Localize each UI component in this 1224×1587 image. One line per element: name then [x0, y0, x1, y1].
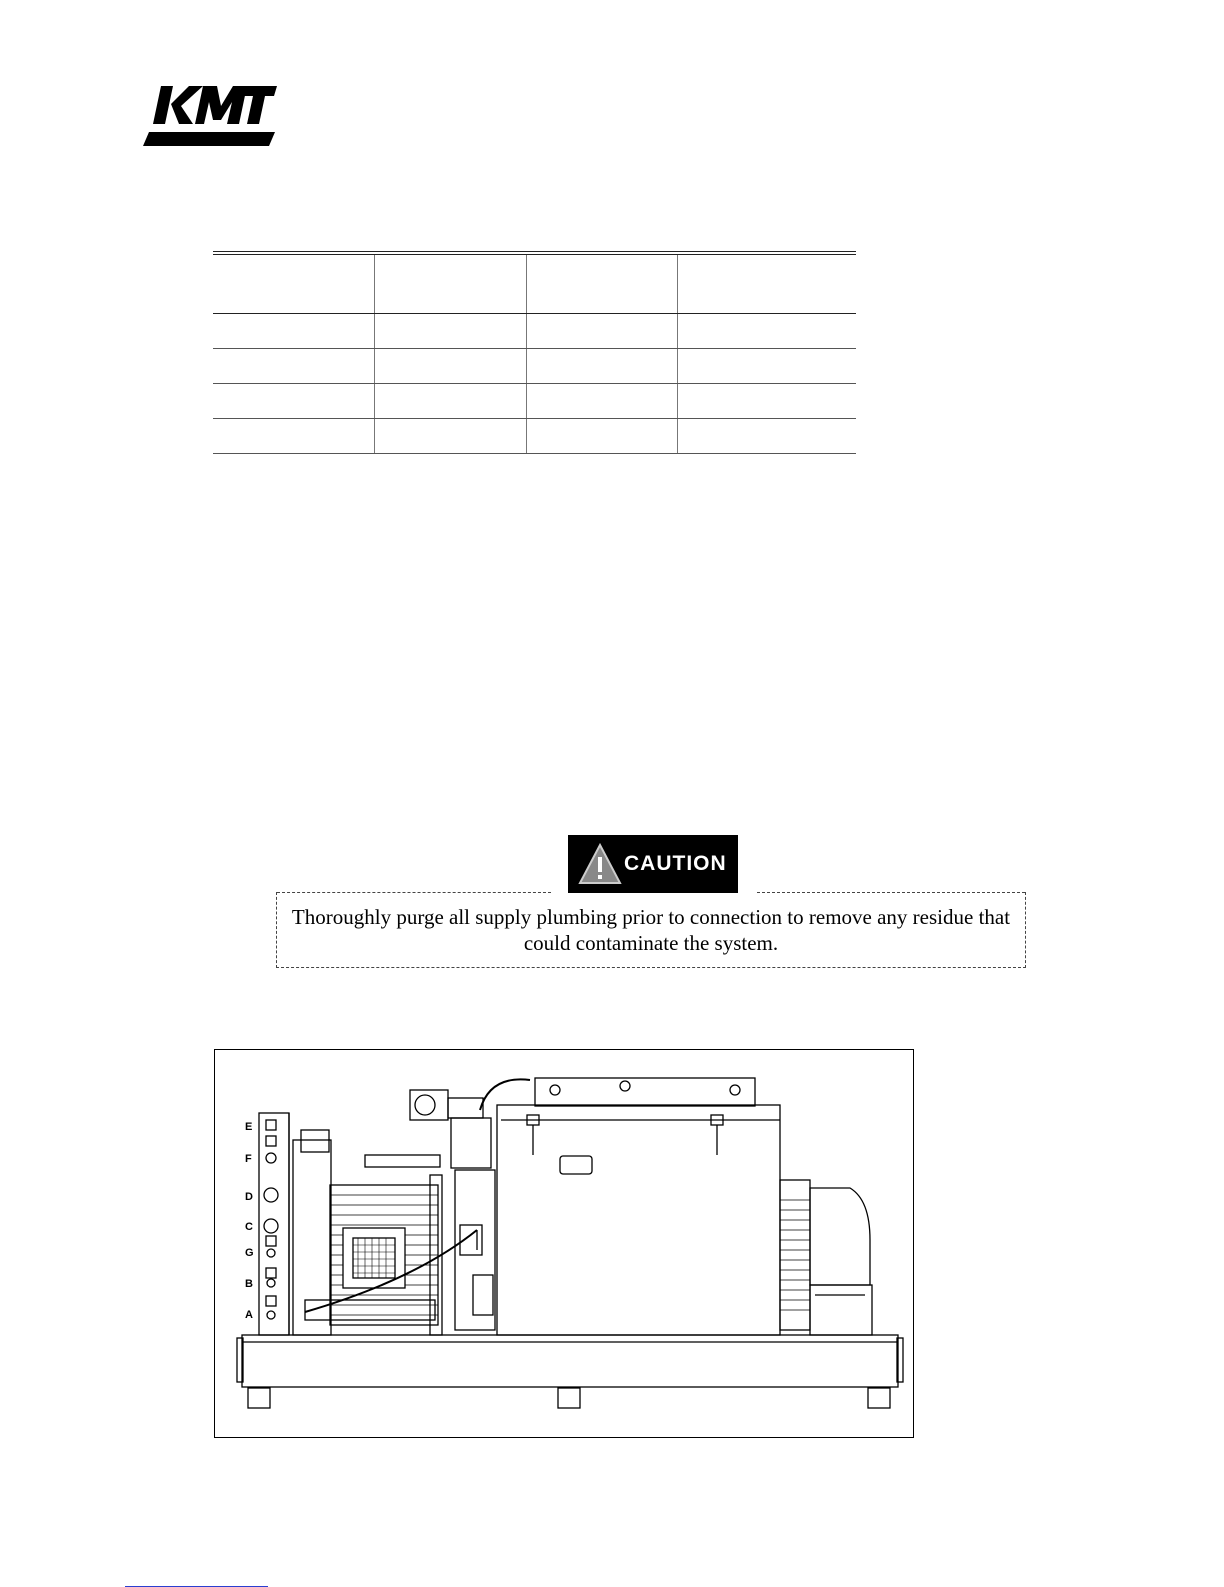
- port-label-a: A: [245, 1309, 253, 1321]
- nameplate: [560, 1156, 592, 1174]
- equipment-drawing: [215, 1050, 915, 1439]
- base-frame: [242, 1335, 898, 1387]
- table-row: [213, 419, 856, 454]
- motor: [780, 1180, 810, 1330]
- foot: [558, 1388, 580, 1408]
- table-header-row: [213, 255, 856, 314]
- spec-table: [213, 251, 856, 454]
- caution-message: Thoroughly purge all supply plumbing prior to connection to remove any residue that could contaminate the system.: [291, 905, 1011, 955]
- equipment-figure: [214, 1049, 914, 1438]
- caution-box: [276, 892, 1026, 968]
- caution-label: [568, 835, 738, 893]
- foot: [248, 1388, 270, 1408]
- table-row: [213, 314, 856, 349]
- foot: [868, 1388, 890, 1408]
- reservoir-tank: [497, 1105, 780, 1335]
- port-label-e: E: [245, 1121, 253, 1133]
- port-label-b: B: [245, 1278, 253, 1290]
- port-label-f: F: [245, 1153, 252, 1165]
- caution-heading: CAUTION: [624, 852, 727, 875]
- port-label-d: D: [245, 1191, 253, 1203]
- warning-triangle-icon: [578, 842, 622, 886]
- port-label-c: C: [245, 1221, 253, 1233]
- port-label-g: G: [245, 1247, 254, 1259]
- kmt-logo: [143, 84, 278, 148]
- table-row: [213, 384, 856, 419]
- table-row: [213, 349, 856, 384]
- motor-junction-box: [810, 1285, 872, 1335]
